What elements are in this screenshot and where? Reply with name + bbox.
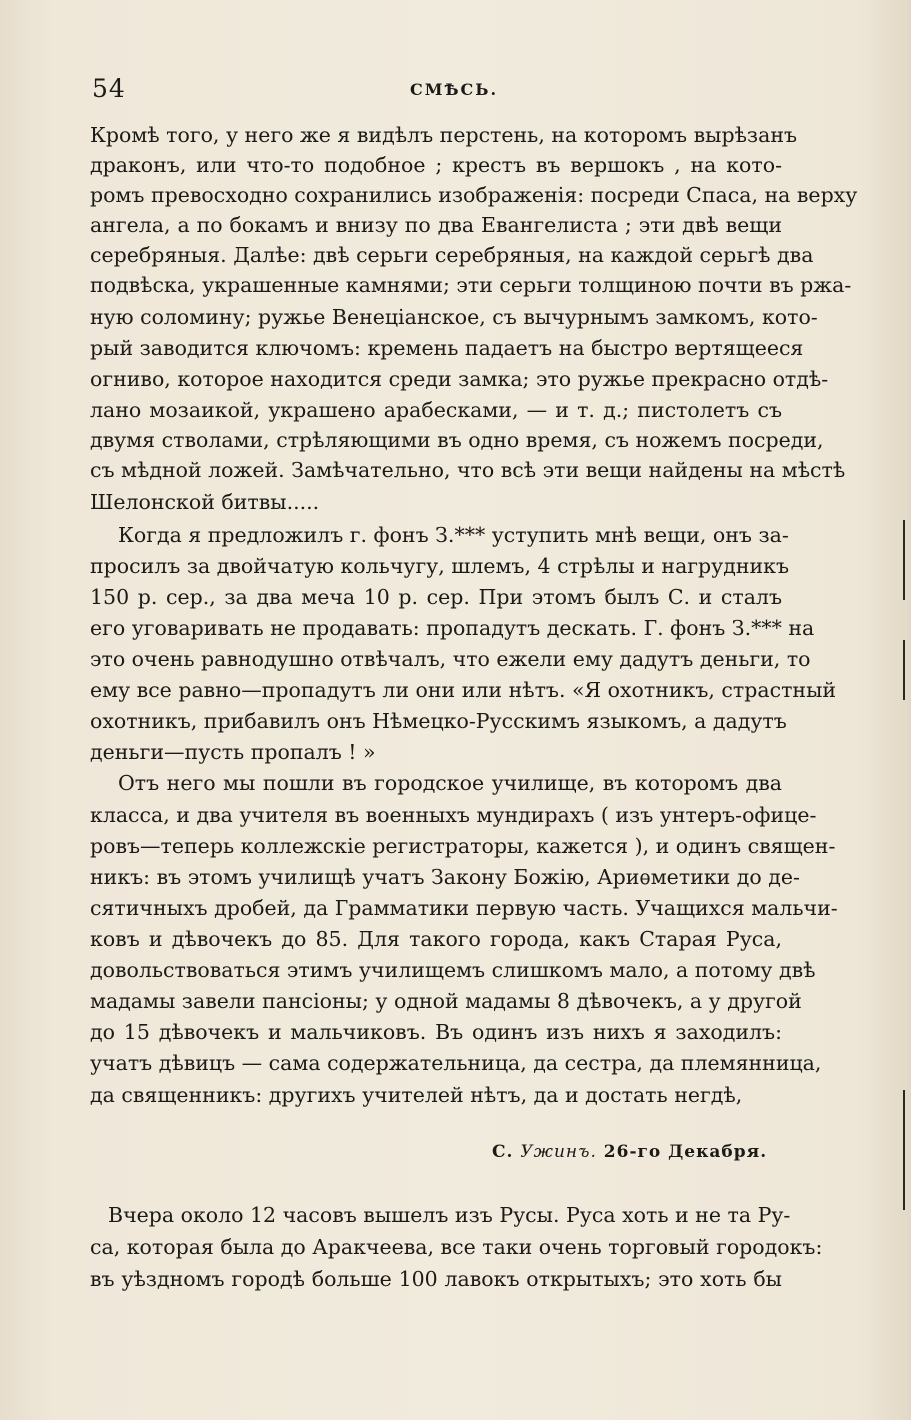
- dateline-place: Ужинъ.: [520, 1142, 597, 1162]
- text-line: класса, и два учителя въ военныхъ мундирахъ ( изъ унтеръ-офице-: [90, 803, 817, 827]
- text-line: 150 р. сер., за два меча 10 р. сер. При этомъ былъ С. и сталъ: [90, 585, 782, 609]
- text-line: двумя стволами, стрѣляющими въ одно время, съ ножемъ посреди,: [90, 428, 824, 452]
- text-line: мадамы завели пансіоны; у одной мадамы 8 дѣвочекъ, а у другой: [90, 989, 802, 1013]
- page-edge-mark: [903, 520, 905, 600]
- text-line: сятичныхъ дробей, да Грамматики первую часть. Учащихся мальчи-: [90, 896, 838, 920]
- text-line: деньги—пусть пропалъ ! »: [90, 740, 376, 764]
- text-line: лано мозаикой, украшено арабесками, — и т. д.; пистолетъ съ: [90, 398, 782, 422]
- text-line: просилъ за двойчатую кольчугу, шлемъ, 4 стрѣлы и нагрудникъ: [90, 554, 790, 578]
- text-line: въ уѣздномъ городѣ больше 100 лавокъ открытыхъ; это хоть бы: [90, 1267, 782, 1291]
- text-line: съ мѣдной ложей. Замѣчательно, что всѣ эти вещи найдены на мѣстѣ: [90, 458, 846, 482]
- text-line: Когда я предложилъ г. фонъ З.*** уступить мнѣ вещи, онъ за-: [118, 523, 789, 547]
- text-line: Отъ него мы пошли въ городское училище, въ которомъ два: [118, 771, 782, 795]
- page-edge-mark: [903, 1090, 905, 1210]
- text-line: ковъ и дѣвочекъ до 85. Для такого города, какъ Старая Руса,: [90, 927, 782, 951]
- text-line: огниво, которое находится среди замка; это ружье прекрасно отдѣ-: [90, 367, 829, 391]
- text-line: Кромѣ того, у него же я видѣлъ перстень, на которомъ вырѣзанъ: [90, 123, 798, 147]
- running-head: СМѢСЬ.: [410, 80, 499, 99]
- text-line: учатъ дѣвицъ — сама содержательница, да сестра, да племянница,: [90, 1051, 822, 1075]
- text-line: ромъ превосходно сохранились изображенія: посреди Спаса, на верху: [90, 183, 858, 207]
- dateline: [492, 1142, 767, 1162]
- text-line: са, которая была до Аракчеева, все таки очень торговый городокъ:: [90, 1235, 823, 1259]
- text-line: ровъ—теперь коллежскіе регистраторы, кажется ), и одинъ священ-: [90, 834, 836, 858]
- text-line: серебряныя. Далѣе: двѣ серьги серебряныя, на каждой серьгѣ два: [90, 243, 814, 267]
- text-line: ангела, а по бокамъ и внизу по два Евангелиста ; эти двѣ вещи: [90, 213, 782, 237]
- text-line: охотникъ, прибавилъ онъ Нѣмецко-Русскимъ языкомъ, а дадутъ: [90, 709, 787, 733]
- text-line: ную соломину; ружье Венеціанское, съ вычурнымъ замкомъ, кото-: [90, 305, 818, 329]
- text-line: да священникъ: другихъ учителей нѣтъ, да и достать негдѣ,: [90, 1083, 743, 1107]
- text-line: ему все равно—пропадутъ ли они или нѣтъ. «Я охотникъ, страстный: [90, 678, 837, 702]
- text-line: до 15 дѣвочекъ и мальчиковъ. Въ одинъ изъ нихъ я заходилъ:: [90, 1020, 782, 1044]
- text-line: Вчера около 12 часовъ вышелъ изъ Русы. Руса хоть и не та Ру-: [108, 1203, 791, 1227]
- dateline-date: 26-го Декабря.: [603, 1142, 768, 1162]
- text-line: рый заводится ключомъ: кремень падаетъ на быстро вертящееся: [90, 336, 804, 360]
- text-line: подвѣска, украшенные камнями; эти серьги толщиною почти въ ржа-: [90, 273, 852, 297]
- page-number: 54: [92, 74, 126, 103]
- text-line: никъ: въ этомъ училищѣ учатъ Закону Божію, Ариѳметики до де-: [90, 865, 800, 889]
- text-line: драконъ, или что-то подобное ; крестъ въ вершокъ , на кото-: [90, 153, 782, 177]
- text-line: это очень равнодушно отвѣчалъ, что ежели ему дадутъ деньги, то: [90, 647, 811, 671]
- page-edge-mark: [903, 640, 905, 700]
- page-header: [92, 74, 782, 106]
- text-line: довольствоваться этимъ училищемъ слишкомъ мало, а потому двѣ: [90, 958, 816, 982]
- text-line: Шелонской битвы.....: [90, 490, 320, 514]
- text-line: его уговаривать не продавать: пропадутъ дескать. Г. фонъ З.*** на: [90, 616, 815, 640]
- dateline-letter: С.: [492, 1142, 514, 1162]
